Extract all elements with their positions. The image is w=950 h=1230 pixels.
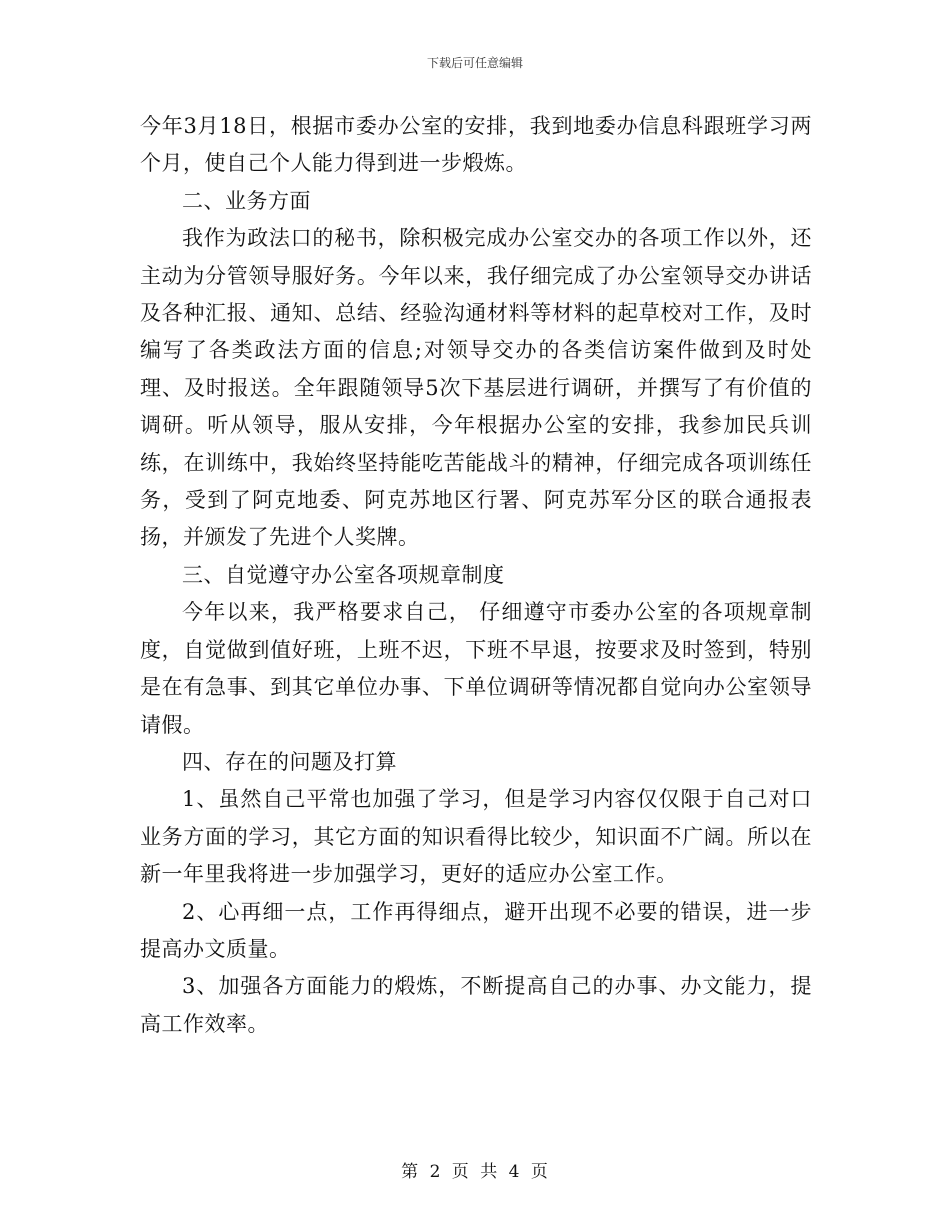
document-body <box>140 108 812 1043</box>
section-heading-business: 二、业务方面 <box>182 188 311 213</box>
list-item-1: 1、虽然自己平常也加强了学习，但是学习内容仅仅限于自己对口业务方面的学习，其它方面的知识看得比较少，知识面不广阔。所以在新一年里我将进一步加强学习，更好的适应办公室工作。 <box>140 787 812 887</box>
page-number: 第 2 页 共 4 页 <box>401 1162 549 1182</box>
paragraph-business: 我作为政法口的秘书，除积极完成办公室交办的各项工作以外，还主动为分管领导服好务。今年以来，我仔细完成了办公室领导交办讲话及各种汇报、通知、总结、经验沟通材料等材料的起草校对工作，及时编写了各类政法方面的信息;对领导交办的各类信访案件做到及时处理、及时报送。全年跟随领导5次下基层进行调研，并撰写了有价值的调研。听从领导，服从安排，今年根据办公室的安排，我参加民兵训练，在训练中，我始终坚持能吃苦能战斗的精神，仔细完成各项训练任务，受到了阿克地委、阿克苏地区行署、阿克苏军分区的联合通报表扬，并颁发了先进个人奖牌。 <box>140 226 812 550</box>
paragraph-rules: 今年以来，我严格要求自己， 仔细遵守市委办公室的各项规章制度，自觉做到值好班，上班不迟，下班不早退，按要求及时签到，特别是在有急事、到其它单位办事、下单位调研等情况都自觉向办公室领导请假。 <box>140 600 812 737</box>
header-note: 下载后可任意编辑 <box>426 56 523 70</box>
paragraph-continuation: 今年3月18日，根据市委办公室的安排，我到地委办信息科跟班学习两个月，使自己个人能力得到进一步煅炼。 <box>140 114 812 176</box>
section-heading-problems: 四、存在的问题及打算 <box>182 749 397 774</box>
list-item-3: 3、加强各方面能力的煅炼，不断提高自己的办事、办文能力，提高工作效率。 <box>140 974 812 1036</box>
section-heading-rules: 三、自觉遵守办公室各项规章制度 <box>182 562 505 587</box>
list-item-2: 2、心再细一点，工作再得细点，避开出现不必要的错误，进一步提高办文质量。 <box>140 899 812 961</box>
